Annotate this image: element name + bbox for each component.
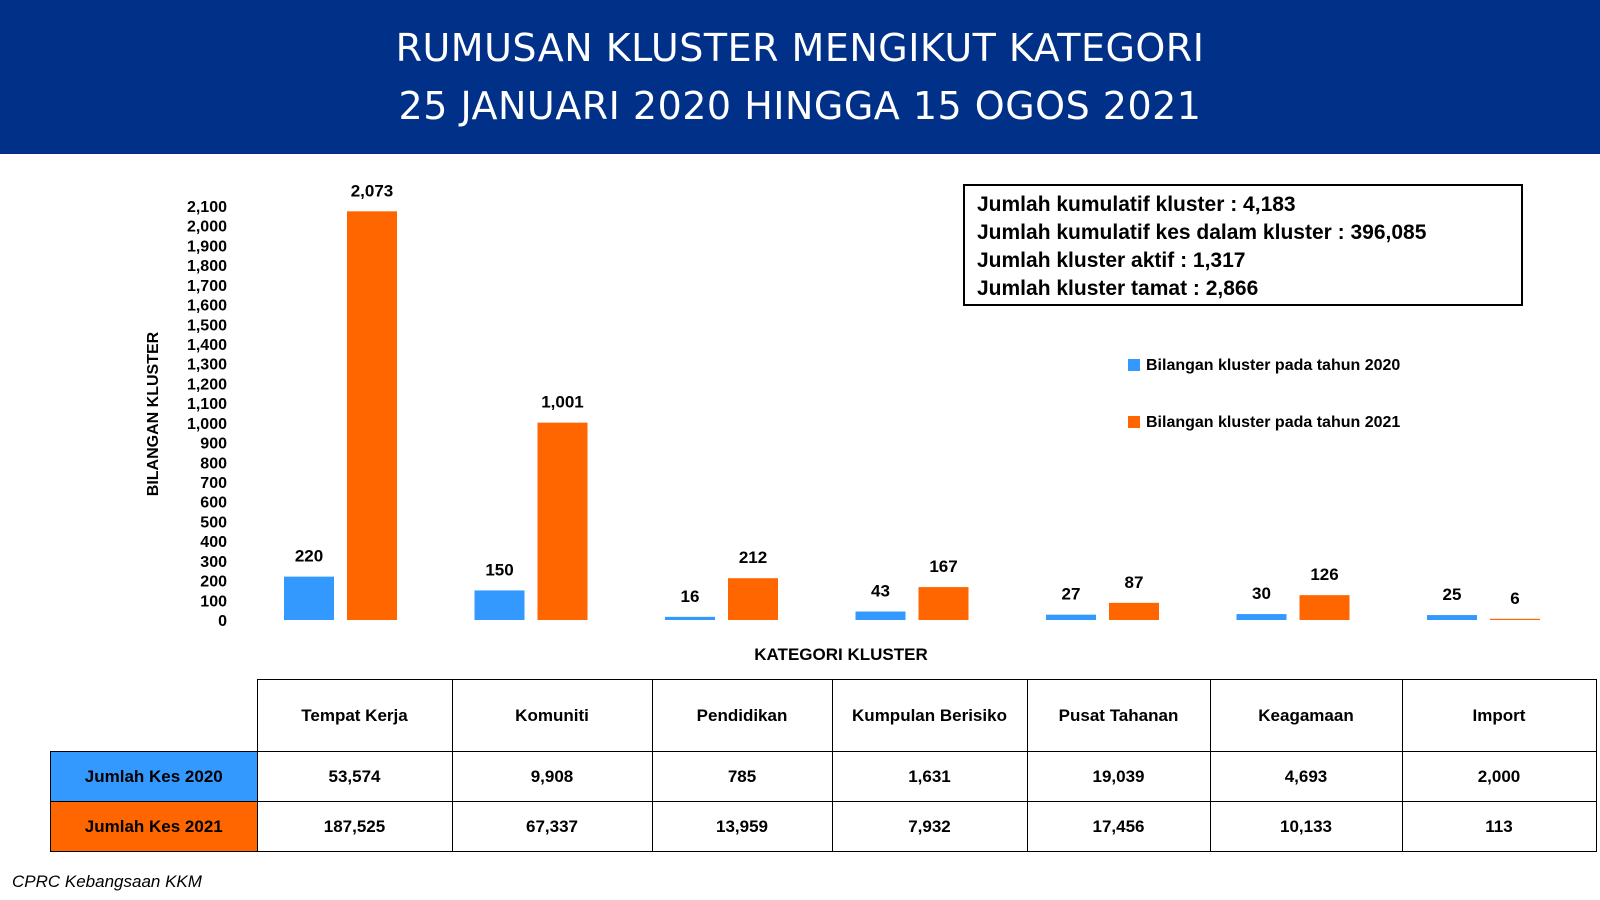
table-cell: 9,908 xyxy=(452,752,652,802)
table-cell: 17,456 xyxy=(1027,802,1210,852)
data-label-2020: 30 xyxy=(1252,584,1271,604)
data-label-2021: 6 xyxy=(1510,588,1520,608)
bar-2021 xyxy=(538,423,588,620)
y-tick-label: 1,500 xyxy=(186,317,227,335)
y-tick-label: 500 xyxy=(200,514,227,532)
table-header-cell: Pendidikan xyxy=(652,680,832,752)
y-tick-label: 800 xyxy=(200,455,227,473)
legend-item-2020 xyxy=(1128,357,1400,375)
cases-table xyxy=(50,679,1597,852)
table-cell: 2,000 xyxy=(1402,752,1596,802)
table-cell: 187,525 xyxy=(257,802,452,852)
row-label-2021: Jumlah Kes 2021 xyxy=(51,802,258,852)
bar-2021 xyxy=(919,587,969,620)
data-label-2020: 150 xyxy=(485,560,514,580)
y-tick-label: 400 xyxy=(200,534,227,552)
data-label-2020: 16 xyxy=(680,586,700,606)
y-tick-label: 200 xyxy=(200,573,227,591)
y-tick-label: 1,600 xyxy=(186,297,227,315)
table-cell: 1,631 xyxy=(832,752,1027,802)
data-label-2020: 25 xyxy=(1442,585,1462,605)
y-tick-label: 1,800 xyxy=(186,258,227,276)
bar-2020 xyxy=(284,577,334,620)
table-cell: 13,959 xyxy=(652,802,832,852)
y-tick-label: 100 xyxy=(200,593,227,611)
y-tick-label: 1,400 xyxy=(186,337,227,354)
page-subtitle: 25 JANUARI 2020 HINGGA 15 OGOS 2021 xyxy=(398,84,1202,128)
bar-2020 xyxy=(475,590,525,620)
y-tick-label: 1,000 xyxy=(186,415,227,433)
table-header-cell: Tempat Kerja xyxy=(257,680,452,752)
y-tick-label: 1,200 xyxy=(186,376,227,394)
table-header-cell: Pusat Tahanan xyxy=(1027,680,1210,752)
table-cell: 67,337 xyxy=(452,802,652,852)
table-cell: 785 xyxy=(652,752,832,802)
table-corner xyxy=(51,680,258,752)
bar-2020 xyxy=(1237,614,1287,620)
y-tick-label: 2,100 xyxy=(186,199,227,216)
y-tick-label: 300 xyxy=(200,553,227,571)
summary-total-clusters: Jumlah kumulatif kluster : 4,183 xyxy=(977,193,1296,216)
summary-ended-clusters: Jumlah kluster tamat : 2,866 xyxy=(977,277,1259,300)
page-title: RUMUSAN KLUSTER MENGIKUT KATEGORI xyxy=(395,26,1205,70)
bar-2020 xyxy=(1427,615,1477,620)
summary-active-clusters: Jumlah kluster aktif : 1,317 xyxy=(977,249,1246,272)
data-label-2020: 220 xyxy=(294,546,324,566)
table-cell: 19,039 xyxy=(1027,752,1210,802)
table-header-cell: Import xyxy=(1402,680,1596,752)
legend-label-2021: Bilangan kluster pada tahun 2021 xyxy=(1146,414,1401,431)
table-cell: 10,133 xyxy=(1210,802,1402,852)
table-header-cell: Komuniti xyxy=(452,680,652,752)
y-tick-label: 1,700 xyxy=(186,277,227,295)
header-banner xyxy=(0,0,1600,154)
bar-2021 xyxy=(1300,595,1350,620)
y-tick-label: 700 xyxy=(200,475,227,492)
data-label-2021: 87 xyxy=(1124,572,1144,592)
data-label-2021: 1,001 xyxy=(541,392,584,412)
y-tick-label: 1,300 xyxy=(186,356,227,374)
table-header-row xyxy=(51,680,1597,752)
y-tick-label: 2,000 xyxy=(186,218,227,236)
table-cell: 53,574 xyxy=(257,752,452,802)
data-label-2021: 167 xyxy=(929,557,958,577)
x-axis-label: KATEGORI KLUSTER xyxy=(754,645,928,664)
y-axis-label: BILANGAN KLUSTER xyxy=(145,331,162,497)
table-cell: 7,932 xyxy=(832,802,1027,852)
bar-2020 xyxy=(1046,615,1096,620)
legend-swatch-2020 xyxy=(1128,359,1140,371)
summary-total-cases: Jumlah kumulatif kes dalam kluster : 396,085 xyxy=(977,221,1427,244)
bar-2020 xyxy=(856,612,906,620)
y-tick-label: 1,900 xyxy=(186,238,227,256)
bar-2021 xyxy=(728,578,778,620)
bar-2021 xyxy=(347,211,397,620)
row-label-2020: Jumlah Kes 2020 xyxy=(51,752,258,802)
table-row-2020 xyxy=(51,752,1597,802)
legend-swatch-2021 xyxy=(1128,416,1140,428)
bar-2021 xyxy=(1490,619,1540,620)
data-label-2020: 43 xyxy=(871,581,890,601)
table-cell: 113 xyxy=(1402,802,1596,852)
bar-2021 xyxy=(1109,603,1159,620)
y-tick-label: 0 xyxy=(218,613,227,630)
bar-2020 xyxy=(665,617,715,620)
legend-label-2020: Bilangan kluster pada tahun 2020 xyxy=(1146,357,1401,374)
table-header-cell: Kumpulan Berisiko xyxy=(832,680,1027,752)
data-label-2021: 2,073 xyxy=(350,181,394,201)
table-header-cell: Keagamaan xyxy=(1210,680,1402,752)
table-row-2021 xyxy=(51,802,1597,852)
y-tick-label: 600 xyxy=(200,494,227,512)
data-label-2021: 126 xyxy=(1310,565,1339,585)
source-note: CPRC Kebangsaan KKM xyxy=(12,872,202,891)
y-tick-label: 1,100 xyxy=(186,396,227,414)
legend-item-2021 xyxy=(1128,414,1400,432)
data-label-2021: 212 xyxy=(738,548,768,568)
table-cell: 4,693 xyxy=(1210,752,1402,802)
summary-box xyxy=(963,184,1523,306)
data-label-2020: 27 xyxy=(1061,584,1081,604)
y-tick-label: 900 xyxy=(200,435,227,453)
